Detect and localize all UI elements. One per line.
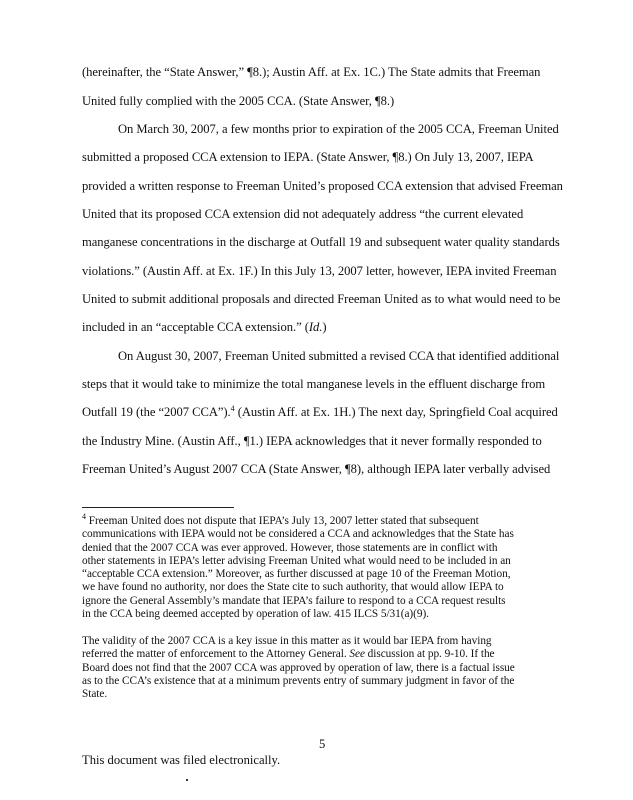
body-line: steps that it would take to minimize the total manganese levels in the effluent discharge from	[82, 377, 546, 391]
footnote-line: denied that the 2007 CCA was ever approved. However, those statements are in conflict with	[82, 542, 498, 554]
footnote-marker: 4	[82, 512, 86, 521]
body-text: Outfall 19 (the “2007 CCA”).	[82, 405, 231, 419]
footnote-text: Freeman United does not dispute that IEPA’s July 13, 2007 letter stated that subsequent	[85, 515, 479, 527]
body-line: manganese concentrations in the discharge at Outfall 19 and subsequent water quality standards	[82, 235, 560, 249]
id-citation: Id.	[308, 320, 323, 334]
body-line: submitted a proposed CCA extension to IEPA. (State Answer, ¶8.) On July 13, 2007, IEPA	[82, 150, 534, 164]
footnote-text: referred the matter of enforcement to the Attorney General.	[82, 648, 350, 660]
body-text: (Austin Aff. at Ex. 1H.) The next day, Springfield Coal acquired	[234, 405, 558, 419]
body-text: )	[322, 320, 327, 334]
footnote-separator	[82, 507, 234, 508]
body-line: On August 30, 2007, Freeman United submitted a revised CCA that identified additional	[118, 349, 560, 363]
footnote-line: other statements in IEPA’s letter advising Freeman United what would need to be included in an	[82, 555, 511, 567]
body-line: United fully complied with the 2005 CCA. (State Answer, ¶8.)	[82, 94, 395, 108]
footnote-line: Board does not find that the 2007 CCA was approved by operation of law, there is a factual issue	[82, 662, 515, 674]
footnote-line	[82, 648, 557, 661]
footnote-reference: 4	[230, 404, 235, 413]
footnote-line: in the CCA being deemed accepted by operation of law. 415 ILCS 5/31(a)(9).	[82, 608, 429, 620]
footnote-line: “acceptable CCA extension.” Moreover, as further discussed at page 10 of the Freeman Motion,	[82, 568, 511, 580]
footnote-line: The validity of the 2007 CCA is a key issue in this matter as it would bar IEPA from having	[82, 635, 492, 647]
body-line: Freeman United’s August 2007 CCA (State Answer, ¶8), although IEPA later verbally advised	[82, 462, 551, 476]
body-line: provided a written response to Freeman United’s proposed CCA extension that advised Freeman	[82, 179, 563, 193]
footnote-line	[82, 512, 557, 528]
footnote-text: discussion at pp. 9-10. If the	[364, 648, 495, 660]
body-line: On March 30, 2007, a few months prior to expiration of the 2005 CCA, Freeman United	[118, 122, 559, 136]
scan-speck	[186, 779, 188, 781]
body-line: (hereinafter, the “State Answer,” ¶8.); Austin Aff. at Ex. 1C.) The State admits that Freeman	[82, 65, 541, 79]
filed-electronically-notice: This document was filed electronically.	[82, 753, 281, 767]
body-line: the Industry Mine. (Austin Aff., ¶1.) IEPA acknowledges that it never formally responded to	[82, 434, 542, 448]
footnote-line: we have found no authority, nor does the State cite to such authority, that would allow IEPA to	[82, 581, 504, 593]
page-number: 5	[319, 737, 326, 751]
see-signal: See	[349, 648, 365, 660]
body-line	[82, 319, 552, 335]
body-line: United to submit additional proposals and directed Freeman United as to what would need to be	[82, 292, 561, 306]
footnote-line: communications with IEPA would not be considered a CCA and acknowledges that the State has	[82, 528, 514, 540]
body-line: violations.” (Austin Aff. at Ex. 1F.) In this July 13, 2007 letter, however, IEPA invited Freeman	[82, 264, 557, 278]
footnote-line: as to the CCA’s existence that at a minimum prevents entry of summary judgment in favor of the	[82, 675, 515, 687]
footnote-line: State.	[82, 688, 108, 700]
body-line: United that its proposed CCA extension did not adequately address “the current elevated	[82, 207, 524, 221]
footnote-line: ignore the General Assembly’s mandate that IEPA’s failure to respond to a CCA request results	[82, 595, 506, 607]
body-text: included in an “acceptable CCA extension.” (	[82, 320, 309, 334]
body-line	[82, 404, 558, 420]
